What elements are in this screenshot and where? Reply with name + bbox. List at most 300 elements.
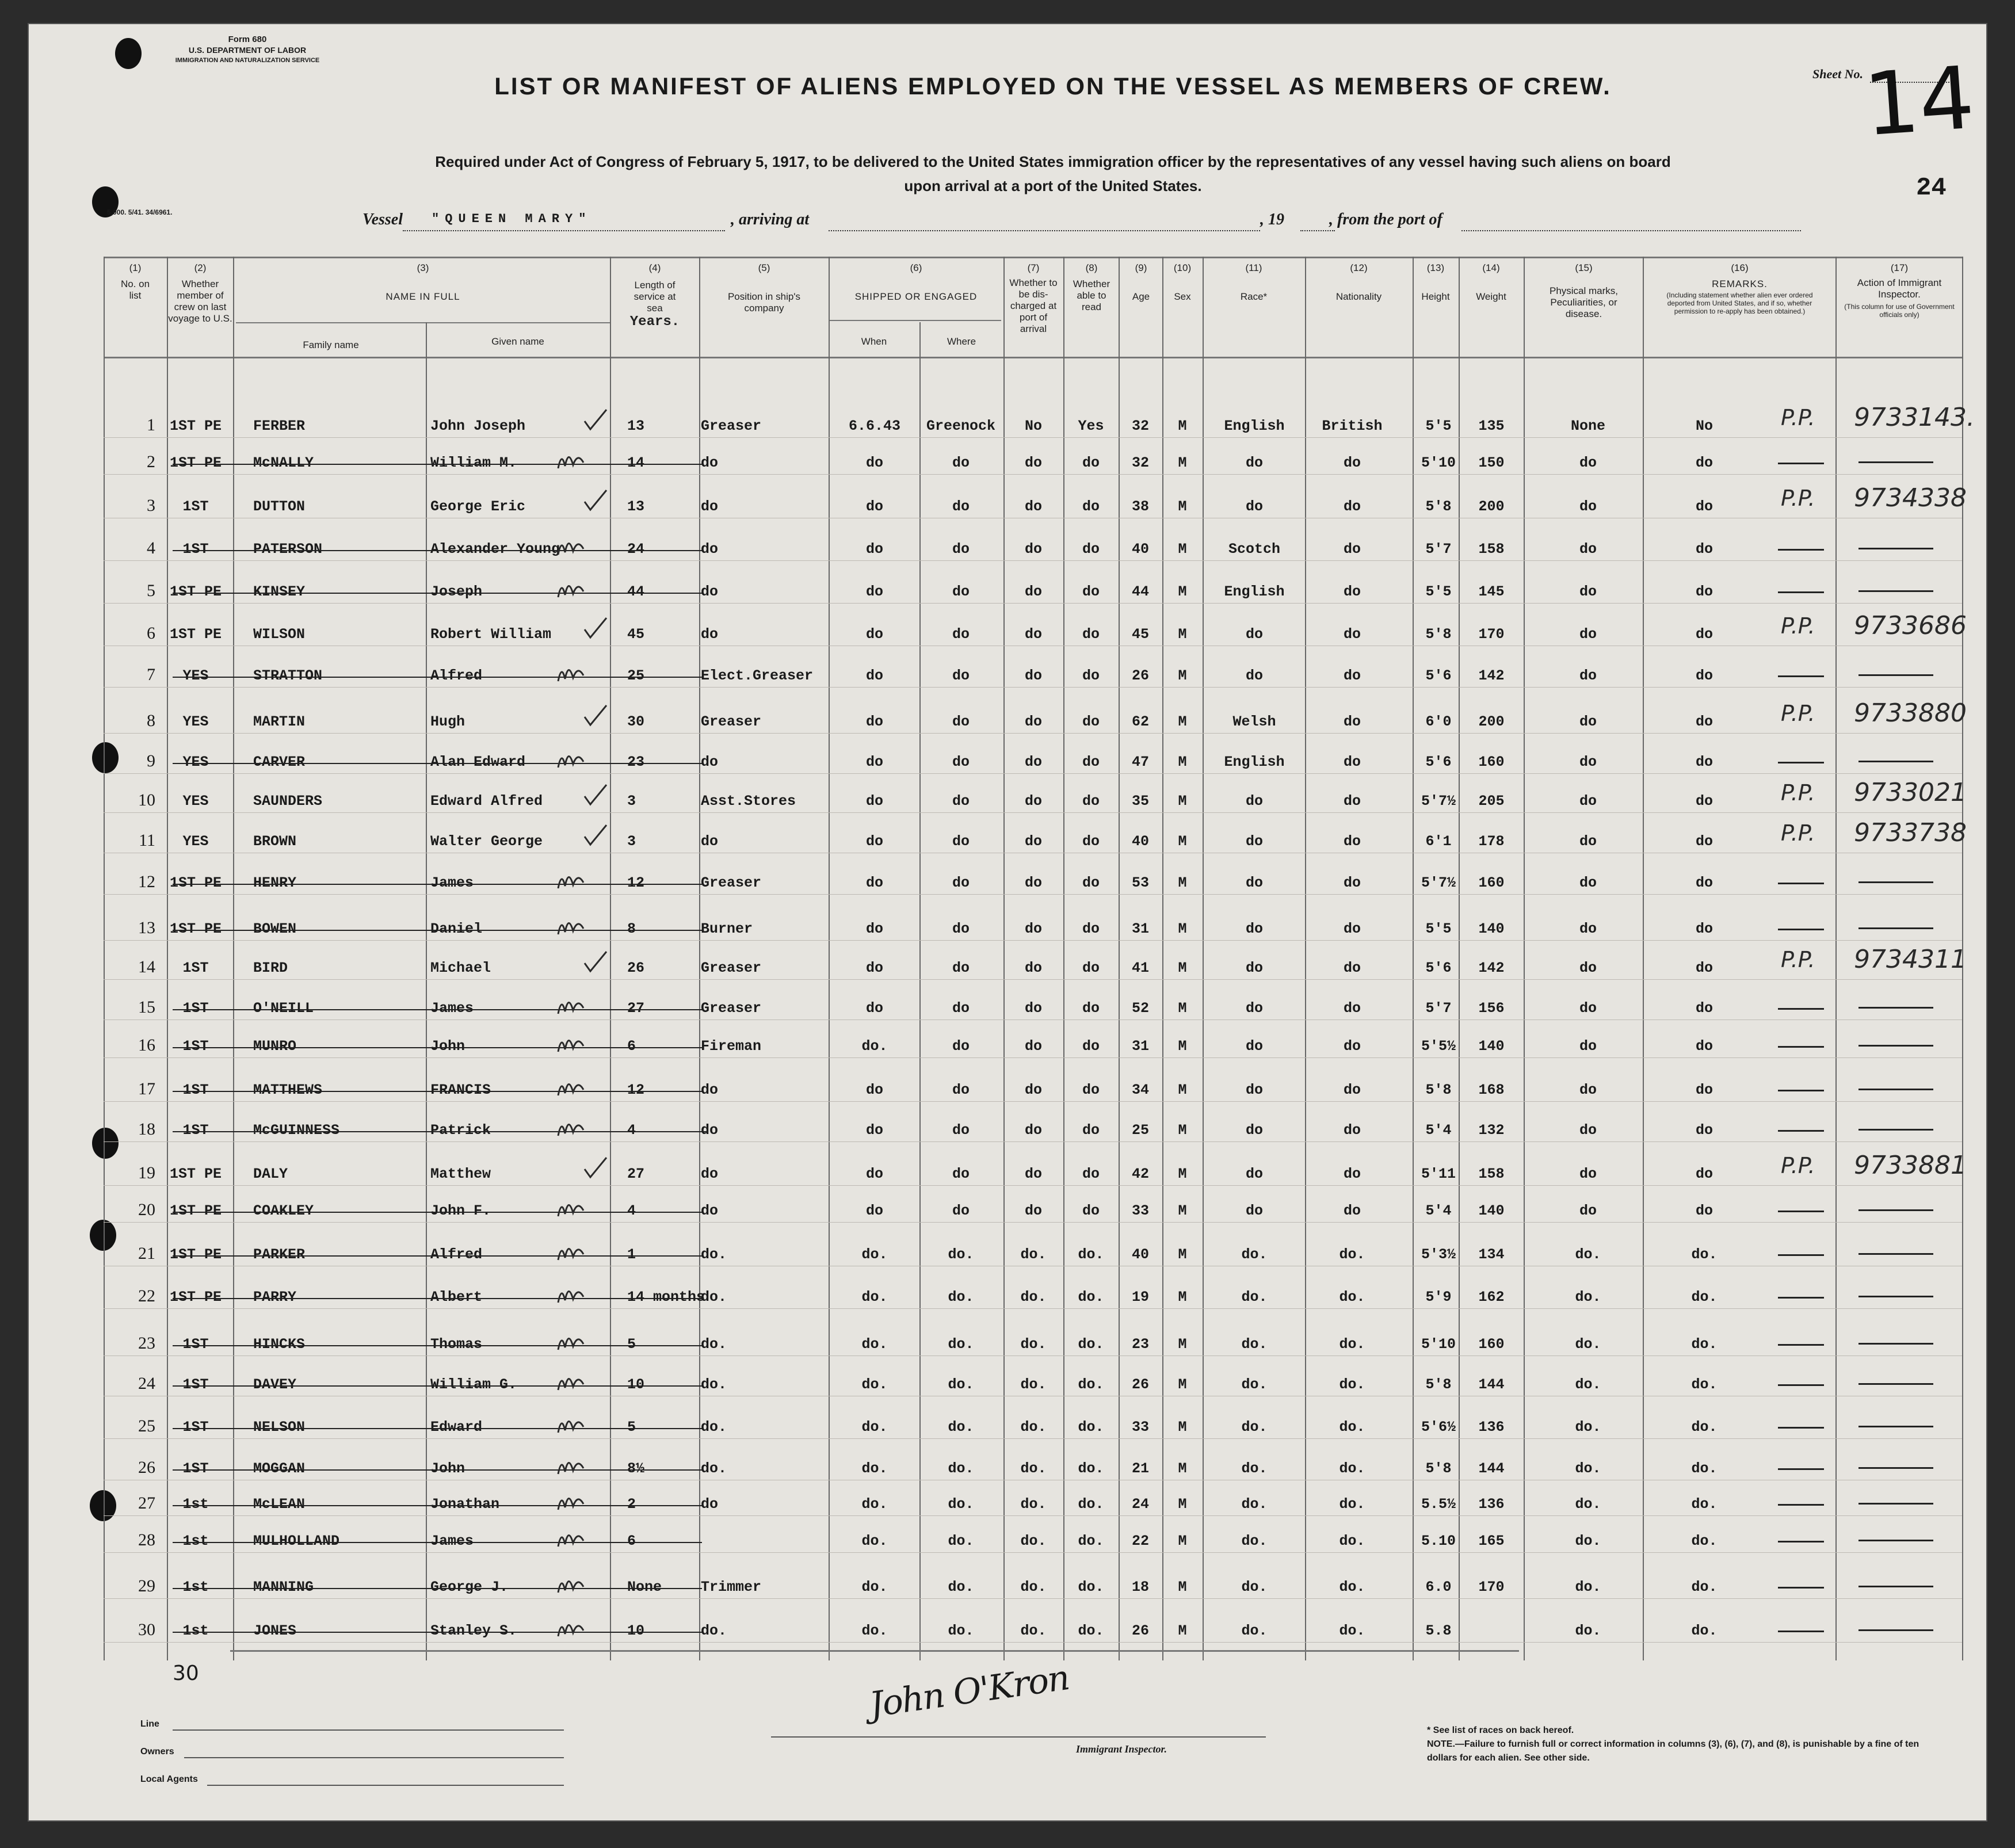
shipped-when-cell: 6.6.43 <box>848 418 900 434</box>
height-cell: 5'5 <box>1425 921 1452 937</box>
physical-marks-cell: do. <box>1575 1622 1601 1639</box>
discharged-cell: do <box>1024 1000 1042 1017</box>
remarks-cell: do <box>1695 833 1713 850</box>
strike-through-line <box>173 1047 702 1048</box>
discharged-cell: do <box>1024 713 1042 730</box>
vessel-dotted-line <box>403 230 725 231</box>
service-years-cell: 25 <box>627 667 645 684</box>
height-cell: 5'3½ <box>1421 1246 1456 1263</box>
family-name-cell: DALY <box>253 1166 288 1182</box>
handwritten-initials-icon <box>554 1280 588 1314</box>
handwritten-initials-icon <box>554 532 588 566</box>
strike-through-line <box>173 930 702 931</box>
position-cell: do <box>701 833 719 850</box>
col-rule <box>610 257 611 1660</box>
remarks-cell: do. <box>1691 1579 1718 1595</box>
name-subrule <box>236 322 610 323</box>
given-name-cell: Alfred <box>430 667 483 684</box>
family-name-cell: COAKLEY <box>253 1202 314 1219</box>
col-8-header <box>1064 262 1119 313</box>
row-number: 18 <box>138 1120 155 1139</box>
remarks-dash <box>1778 1344 1824 1346</box>
service-years-cell: 3 <box>627 793 636 810</box>
able-to-read-cell: do. <box>1078 1289 1104 1305</box>
strike-through-line <box>173 593 702 594</box>
col-number: (2) <box>194 262 207 273</box>
family-name-cell: STRATTON <box>253 667 323 684</box>
subtitle-line-2: upon arrival at a port of the United States. <box>904 177 1202 194</box>
height-cell: 5'5 <box>1425 583 1452 600</box>
col-number: (14) <box>1482 262 1500 273</box>
crew-status-cell: YES <box>182 713 209 730</box>
height-cell: 5'5 <box>1425 418 1452 434</box>
able-to-read-cell: do <box>1082 713 1100 730</box>
strike-through-line <box>173 1632 702 1633</box>
remarks-cell: No <box>1695 418 1713 434</box>
sex-cell: M <box>1178 418 1187 434</box>
sex-cell: M <box>1178 1336 1187 1353</box>
sex-cell: M <box>1178 1246 1187 1263</box>
punch-hole <box>90 1490 116 1521</box>
col-number: (16) <box>1731 262 1749 273</box>
race-cell: do. <box>1241 1419 1268 1435</box>
remarks-dash <box>1778 1130 1824 1132</box>
row-number: 14 <box>138 957 155 976</box>
row-number: 16 <box>138 1036 155 1055</box>
action-dash <box>1858 674 1933 676</box>
row-number: 20 <box>138 1200 155 1219</box>
shipped-where-cell: do <box>952 667 970 684</box>
nationality-cell: do <box>1343 1000 1361 1017</box>
crew-status-cell: 1st <box>182 1496 209 1513</box>
family-name-cell: MATTHEWS <box>253 1082 323 1098</box>
crew-status-cell: 1ST <box>182 1419 209 1435</box>
col-label: Age <box>1132 291 1150 302</box>
given-name-cell: Thomas <box>430 1336 483 1353</box>
shipped-when-cell: do <box>865 626 883 643</box>
nationality-cell: do. <box>1339 1579 1365 1595</box>
age-cell: 34 <box>1131 1082 1149 1098</box>
inspector-label: Immigrant Inspector. <box>1076 1743 1167 1755</box>
shipped-when-cell: do. <box>861 1289 888 1305</box>
row-number: 10 <box>138 791 155 810</box>
discharged-cell: do <box>1024 1122 1042 1139</box>
position-cell: Greaser <box>701 875 762 891</box>
family-name-cell: JONES <box>253 1622 297 1639</box>
physical-marks-cell: do <box>1579 626 1597 643</box>
remarks-dash <box>1778 1090 1824 1091</box>
family-name-cell: PATERSON <box>253 541 323 558</box>
family-name-cell: HINCKS <box>253 1336 306 1353</box>
row-rule <box>104 894 1962 895</box>
action-dash <box>1858 1209 1933 1211</box>
crew-status-cell: 1ST PE <box>169 1246 222 1263</box>
strike-through-line <box>173 884 702 885</box>
given-name-cell: Hugh <box>430 713 465 730</box>
owners-label: Owners <box>140 1747 174 1757</box>
position-cell: do. <box>701 1376 727 1393</box>
able-to-read-cell: do <box>1082 455 1100 471</box>
sex-cell: M <box>1178 1376 1187 1393</box>
action-dash <box>1858 1007 1933 1009</box>
race-cell: do. <box>1241 1622 1268 1639</box>
position-cell: do. <box>701 1460 727 1477</box>
row-number: 3 <box>147 496 155 515</box>
shipped-when-cell: do <box>865 793 883 810</box>
given-name-cell: Joseph <box>430 583 483 600</box>
remarks-dash <box>1778 1504 1824 1506</box>
col-label: Length of service at sea <box>633 280 676 314</box>
able-to-read-cell: do <box>1082 793 1100 810</box>
race-cell: do <box>1245 793 1263 810</box>
shipped-when-cell: do <box>865 541 883 558</box>
inspector-signature: John O'Kron <box>867 1658 1071 1725</box>
service-years-cell: 5 <box>627 1419 636 1435</box>
form-number: Form 680 <box>228 35 267 44</box>
row-number: 8 <box>147 711 155 730</box>
shipped-when-cell: do <box>865 1122 883 1139</box>
shipped-where-header: Where <box>947 336 976 347</box>
given-name-cell: Matthew <box>430 1166 491 1182</box>
strike-through-line <box>173 1009 702 1010</box>
remarks-cell: do <box>1695 793 1713 810</box>
shipped-where-cell: do <box>952 1000 970 1017</box>
height-cell: 5'8 <box>1425 1376 1452 1393</box>
physical-marks-cell: do <box>1579 1202 1597 1219</box>
row-number: 5 <box>147 581 155 600</box>
nationality-cell: do. <box>1339 1460 1365 1477</box>
crew-status-cell: 1ST <box>182 1000 209 1017</box>
col-number: (10) <box>1173 262 1192 273</box>
service-years-cell: 5 <box>627 1336 636 1353</box>
shipped-where-cell: do <box>952 1202 970 1219</box>
row-rule <box>104 1515 1962 1516</box>
row-rule <box>104 1185 1962 1186</box>
check-mark-icon <box>581 406 610 438</box>
able-to-read-cell: do <box>1082 1000 1100 1017</box>
row-rule <box>104 812 1962 813</box>
nationality-cell: do. <box>1339 1622 1365 1639</box>
weight-cell: 142 <box>1478 960 1505 976</box>
race-cell: English <box>1224 754 1285 770</box>
age-cell: 62 <box>1131 713 1149 730</box>
col-13-header <box>1413 262 1459 303</box>
height-cell: 5.10 <box>1421 1533 1456 1549</box>
strike-through-line <box>173 1212 702 1213</box>
row-rule <box>104 1141 1962 1142</box>
discharged-cell: do. <box>1020 1289 1047 1305</box>
col-rule <box>426 322 427 1660</box>
position-cell: do. <box>701 1622 727 1639</box>
service-years-cell: 8 <box>627 921 636 937</box>
strike-through-line <box>173 550 702 551</box>
height-cell: 5'8 <box>1425 1082 1452 1098</box>
col-number: (7) <box>1027 262 1040 273</box>
family-name-cell: BIRD <box>253 960 288 976</box>
family-name-cell: McNALLY <box>253 455 314 471</box>
service-years-cell: 1 <box>627 1246 636 1263</box>
race-cell: do <box>1245 833 1263 850</box>
row-number: 21 <box>138 1244 155 1263</box>
weight-cell: 136 <box>1478 1419 1505 1435</box>
strike-through-line <box>173 1542 702 1543</box>
discharged-cell: do <box>1024 754 1042 770</box>
race-cell: Scotch <box>1228 541 1280 558</box>
height-cell: 6'0 <box>1425 713 1452 730</box>
weight-cell: 156 <box>1478 1000 1505 1017</box>
col-6-header <box>829 262 1003 303</box>
nationality-cell: British <box>1322 418 1383 434</box>
row-number: 29 <box>138 1576 155 1595</box>
race-cell: do. <box>1241 1246 1268 1263</box>
inspector-action-number: 9734338 <box>1854 483 1967 513</box>
remarks-dash <box>1778 1384 1824 1386</box>
physical-marks-cell: do <box>1579 498 1597 515</box>
position-cell: Asst.Stores <box>701 793 796 810</box>
family-name-cell: SAUNDERS <box>253 793 323 810</box>
service-years-cell: 27 <box>627 1000 645 1017</box>
punch-hole <box>90 1220 116 1251</box>
col-11-header <box>1203 262 1305 303</box>
check-mark-icon <box>581 614 610 646</box>
crew-status-cell: 1ST PE <box>169 1202 222 1219</box>
given-name-cell: Daniel <box>430 921 483 937</box>
strike-through-line <box>173 1298 702 1299</box>
action-dash <box>1858 548 1933 549</box>
sex-cell: M <box>1178 626 1187 643</box>
height-cell: 5'9 <box>1425 1289 1452 1305</box>
shipped-when-cell: do. <box>861 1038 888 1055</box>
crew-status-cell: 1ST PE <box>169 583 222 600</box>
discharged-cell: do <box>1024 833 1042 850</box>
remarks-cell: do <box>1695 921 1713 937</box>
crew-status-cell: 1ST PE <box>169 1289 222 1305</box>
shipped-when-cell: do. <box>861 1336 888 1353</box>
position-cell: do <box>701 1082 719 1098</box>
crew-status-cell: 1ST PE <box>169 626 222 643</box>
crew-status-cell: 1ST <box>182 1460 209 1477</box>
service-years-cell: 4 <box>627 1122 636 1139</box>
given-name-cell: John Joseph <box>430 418 526 434</box>
able-to-read-cell: do <box>1082 1082 1100 1098</box>
position-cell: Trimmer <box>701 1579 762 1595</box>
remarks-cell: do. <box>1691 1376 1718 1393</box>
shipped-when-cell: do. <box>861 1533 888 1549</box>
service-years-cell: None <box>627 1579 662 1595</box>
shipped-where-cell: do <box>952 541 970 558</box>
arriving-dotted-line <box>829 230 1260 231</box>
position-cell: do <box>701 1496 719 1513</box>
height-cell: 5'10 <box>1421 1336 1456 1353</box>
penalty-note: NOTE.—Failure to furnish full or correct information in columns (3), (6), (7), and (8), is punishable by a fine of ten dollars for each alien. See other side. <box>1427 1739 1919 1763</box>
action-dash <box>1858 1467 1933 1469</box>
action-dash <box>1858 1129 1933 1131</box>
age-cell: 35 <box>1131 793 1149 810</box>
row-number: 7 <box>147 665 155 684</box>
weight-cell: 140 <box>1478 921 1505 937</box>
col-number: (12) <box>1350 262 1368 273</box>
family-name-cell: FERBER <box>253 418 306 434</box>
sex-cell: M <box>1178 541 1187 558</box>
discharged-cell: do <box>1024 541 1042 558</box>
handwritten-initials-icon <box>554 991 588 1025</box>
able-to-read-cell: do. <box>1078 1376 1104 1393</box>
col-14-header <box>1459 262 1524 303</box>
discharged-cell: No <box>1024 418 1042 434</box>
strike-through-line <box>173 1345 702 1346</box>
shipped-where-cell: do <box>952 455 970 471</box>
row-number: 23 <box>138 1334 155 1353</box>
handwritten-initials-icon <box>554 1451 588 1485</box>
position-cell: do. <box>701 1289 727 1305</box>
action-dash <box>1858 1503 1933 1505</box>
row-count-tally: 30 <box>173 1662 199 1685</box>
able-to-read-cell: Yes <box>1078 418 1104 434</box>
service-years-cell: 6 <box>627 1533 636 1549</box>
weight-cell: 200 <box>1478 498 1505 515</box>
sex-cell: M <box>1178 1082 1187 1098</box>
handwritten-initials-icon <box>554 445 588 479</box>
nationality-cell: do <box>1343 1202 1361 1219</box>
height-cell: 5'8 <box>1425 498 1452 515</box>
able-to-read-cell: do <box>1082 754 1100 770</box>
weight-cell: 158 <box>1478 1166 1505 1182</box>
shipped-where-cell: do <box>952 713 970 730</box>
race-cell: do <box>1245 960 1263 976</box>
age-cell: 32 <box>1131 418 1149 434</box>
col-16-header <box>1644 262 1835 315</box>
nationality-cell: do. <box>1339 1246 1365 1263</box>
col-label: Sex <box>1174 291 1191 302</box>
discharged-cell: do <box>1024 875 1042 891</box>
race-cell: Welsh <box>1232 713 1276 730</box>
table-bottom-rule <box>230 1650 1519 1652</box>
race-cell: do <box>1245 1122 1263 1139</box>
able-to-read-cell: do <box>1082 626 1100 643</box>
age-cell: 26 <box>1131 1622 1149 1639</box>
position-cell: Greaser <box>701 960 762 976</box>
age-cell: 38 <box>1131 498 1149 515</box>
nationality-cell: do <box>1343 1038 1361 1055</box>
race-cell: English <box>1224 583 1285 600</box>
col-label: Whether able to read <box>1073 278 1110 312</box>
sex-cell: M <box>1178 1496 1187 1513</box>
race-cell: do <box>1245 626 1263 643</box>
remarks-dash <box>1778 1297 1824 1299</box>
handwritten-initials-icon <box>554 1327 588 1361</box>
handwritten-initials-icon <box>554 865 588 899</box>
col-note: (This column for use of Government officials only) <box>1844 303 1955 319</box>
discharged-cell: do. <box>1020 1376 1047 1393</box>
discharged-cell: do <box>1024 1082 1042 1098</box>
remarks-cell: do <box>1695 1038 1713 1055</box>
race-cell: English <box>1224 418 1285 434</box>
position-cell: do <box>701 1166 719 1182</box>
action-dash <box>1858 1089 1933 1090</box>
col-10-header <box>1162 262 1203 303</box>
discharged-cell: do <box>1024 960 1042 976</box>
strike-through-line <box>173 464 702 465</box>
able-to-read-cell: do <box>1082 1122 1100 1139</box>
height-cell: 5'4 <box>1425 1202 1452 1219</box>
sex-cell: M <box>1178 1166 1187 1182</box>
nationality-cell: do <box>1343 455 1361 471</box>
given-name-header: Given name <box>491 336 544 347</box>
remarks-dash <box>1778 1211 1824 1212</box>
shipped-where-cell: do <box>952 626 970 643</box>
handwritten-initials-icon <box>554 1410 588 1444</box>
col-number: (13) <box>1426 262 1445 273</box>
pp-annotation: P.P. <box>1781 486 1815 511</box>
physical-marks-cell: do. <box>1575 1376 1601 1393</box>
remarks-cell: do <box>1695 455 1713 471</box>
table-top-rule <box>104 257 1962 258</box>
action-dash <box>1858 761 1933 762</box>
discharged-cell: do. <box>1020 1460 1047 1477</box>
port-dotted-line <box>1461 230 1801 231</box>
height-cell: 5'7 <box>1425 1000 1452 1017</box>
weight-cell: 150 <box>1478 455 1505 471</box>
crew-status-cell: 1ST <box>182 1376 209 1393</box>
race-cell: do <box>1245 667 1263 684</box>
age-cell: 24 <box>1131 1496 1149 1513</box>
sex-cell: M <box>1178 754 1187 770</box>
race-cell: do <box>1245 455 1263 471</box>
row-number: 13 <box>138 918 155 937</box>
height-cell: 5'10 <box>1421 455 1456 471</box>
sex-cell: M <box>1178 1122 1187 1139</box>
age-cell: 33 <box>1131 1202 1149 1219</box>
shipped-when-cell: do <box>865 455 883 471</box>
height-cell: 5.5½ <box>1421 1496 1456 1513</box>
race-cell: do. <box>1241 1579 1268 1595</box>
family-name-cell: MUNRO <box>253 1038 297 1055</box>
shipped-when-cell: do <box>865 1000 883 1017</box>
position-cell: Burner <box>701 921 753 937</box>
given-name-cell: Edward <box>430 1419 483 1435</box>
col-label: Position in ship's company <box>727 291 801 314</box>
line-field <box>173 1729 564 1731</box>
physical-marks-cell: do. <box>1575 1579 1601 1595</box>
action-dash <box>1858 881 1933 883</box>
crew-status-cell: 1ST <box>182 1122 209 1139</box>
row-number: 11 <box>139 831 155 850</box>
shipped-when-cell: do. <box>861 1246 888 1263</box>
col-label: Physical marks, Peculiarities, or disease. <box>1549 285 1619 319</box>
family-name-cell: MARTIN <box>253 713 306 730</box>
able-to-read-cell: do. <box>1078 1460 1104 1477</box>
race-cell: do <box>1245 875 1263 891</box>
able-to-read-cell: do. <box>1078 1419 1104 1435</box>
handwritten-initials-icon <box>554 1613 588 1647</box>
form-identification <box>132 35 362 66</box>
col-number: (4) <box>648 262 661 273</box>
remarks-cell: do <box>1695 875 1713 891</box>
age-cell: 21 <box>1131 1460 1149 1477</box>
shipped-when-cell: do <box>865 1202 883 1219</box>
row-rule <box>104 979 1962 980</box>
physical-marks-cell: do <box>1579 667 1597 684</box>
crew-status-cell: YES <box>182 833 209 850</box>
service-years-cell: 12 <box>627 1082 645 1098</box>
page-title: LIST OR MANIFEST OF ALIENS EMPLOYED ON THE VESSEL AS MEMBERS OF CREW. <box>494 72 1612 100</box>
height-cell: 5'6 <box>1425 754 1452 770</box>
family-name-cell: PARKER <box>253 1246 306 1263</box>
nationality-cell: do <box>1343 1082 1361 1098</box>
remarks-cell: do <box>1695 626 1713 643</box>
race-cell: do. <box>1241 1336 1268 1353</box>
given-name-cell: Alexander Young <box>430 541 560 558</box>
